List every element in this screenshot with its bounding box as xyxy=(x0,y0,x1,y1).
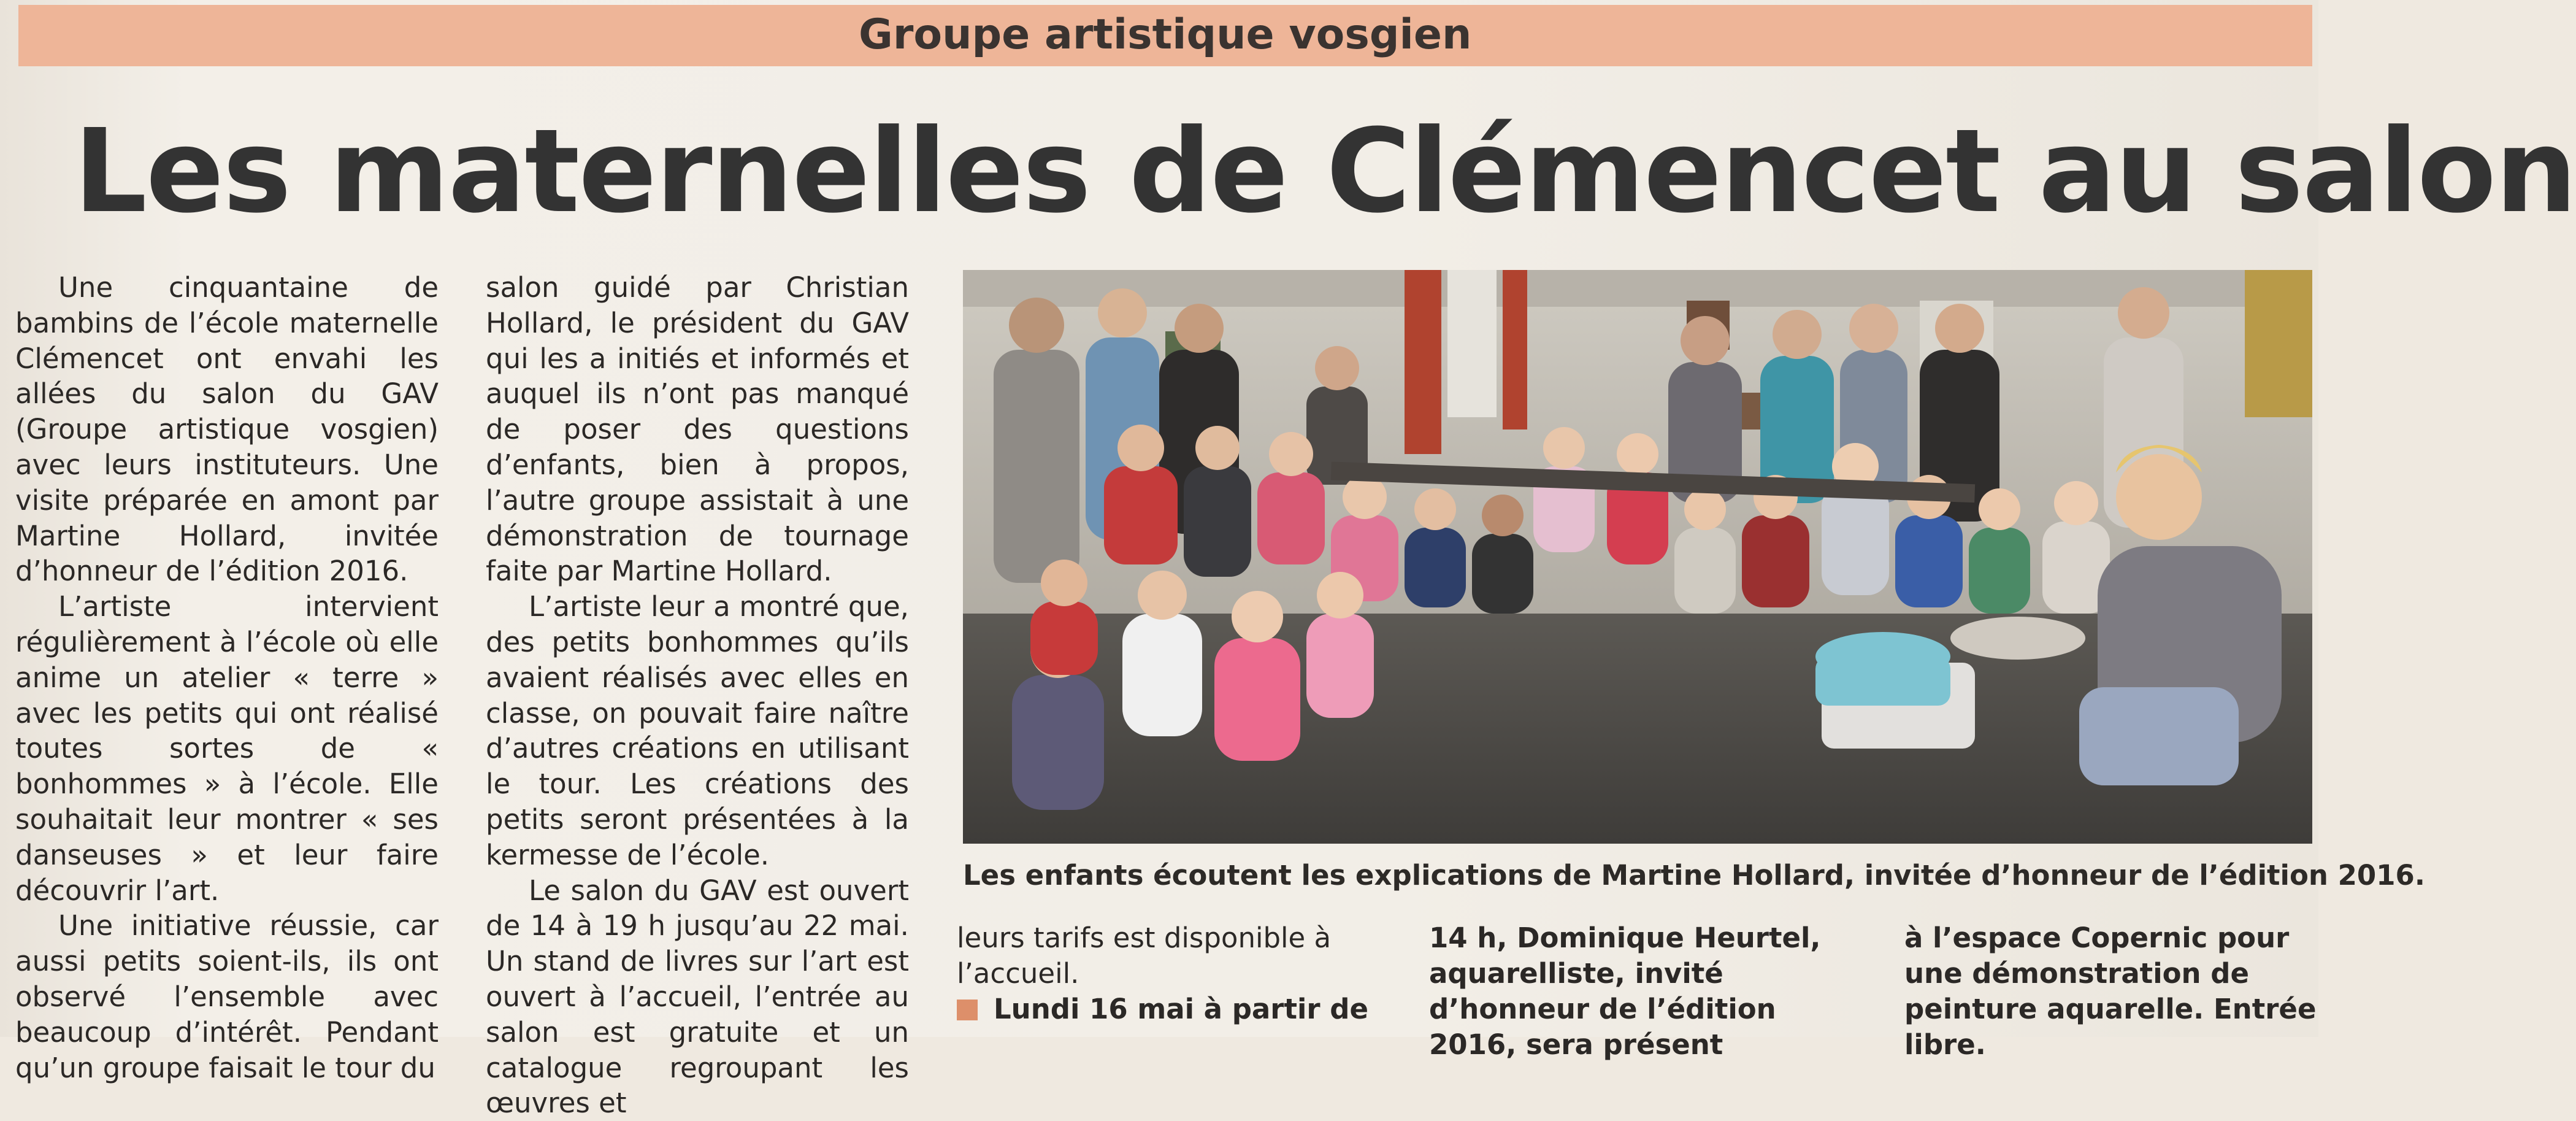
photo-caption: Les enfants écoutent les explications de Martine Hollard, invitée d’honneur de l’édition 2016. xyxy=(963,859,2425,892)
agenda-item xyxy=(957,992,1380,1027)
paragraph-continuation: salon guidé par Christian Hollard, le président du GAV qui les a initiés et informés et auquel ils n’ont pas manqué de poser des questions d’enfants, bien à propos, l’autre groupe assistait à une démonstration de tournage faite par Martine Hollard. xyxy=(486,271,909,588)
article-column-5 xyxy=(1904,920,2328,1061)
article-column-3 xyxy=(957,920,1380,1037)
rubric-label: Groupe artistique vosgien xyxy=(859,10,1472,59)
article-column-2 xyxy=(486,270,909,1120)
article-column-4 xyxy=(1429,920,1852,1061)
agenda-text: à l’espace Copernic pour une démonstration de peinture aquarelle. Entrée libre. xyxy=(1904,922,2317,1061)
paragraph-continuation: leurs tarifs est disponible à l’accueil. xyxy=(957,922,1332,990)
headline: Les maternelles de Clémencet au salon xyxy=(74,104,2576,239)
photo-children-pottery-demo xyxy=(963,270,2312,844)
paragraph: L’artiste leur a montré que, des petits bonhommes qu’ils avaient réalisés avec elles en classe, on pouvait faire naître d’autres créations en utilisant le tour. Les créations des petits seront présentées à la kermesse de l’école. xyxy=(486,590,909,871)
agenda-item-text: Lundi 16 mai à partir de xyxy=(994,993,1369,1025)
paragraph: Le salon du GAV est ouvert de 14 à 19 h jusqu’au 22 mai. Un stand de livres sur l’art est ouvert à l’accueil, l’entrée au salon est gratuite et un catalogue regroupant les œuvres et xyxy=(486,874,909,1120)
article-photo xyxy=(963,270,2312,844)
article-column-1 xyxy=(15,270,439,1084)
paragraph: Une initiative réussie, car aussi petits soient-ils, ils ont observé l’ensemble avec beaucoup d’intérêt. Pendant qu’un groupe faisait le tour du xyxy=(15,909,439,1084)
agenda-text: 14 h, Dominique Heurtel, aquarelliste, invité d’honneur de l’édition 2016, sera présent xyxy=(1429,922,1821,1061)
paragraph: L’artiste intervient régulièrement à l’école où elle anime un atelier « terre » avec les petits qui ont réalisé toutes sortes de « bonhommes » à l’école. Elle souhaitait leur montrer « ses danseuses » et leur faire découvrir l’art. xyxy=(15,590,439,907)
bullet-square-icon xyxy=(957,1000,978,1020)
paragraph: Une cinquantaine de bambins de l’école maternelle Clémencet ont envahi les allées du salon du GAV (Groupe artistique vosgien) avec leurs instituteurs. Une visite préparée en amont par Martine Hollard, invitée d’honneur de l’édition 2016. xyxy=(15,271,439,588)
